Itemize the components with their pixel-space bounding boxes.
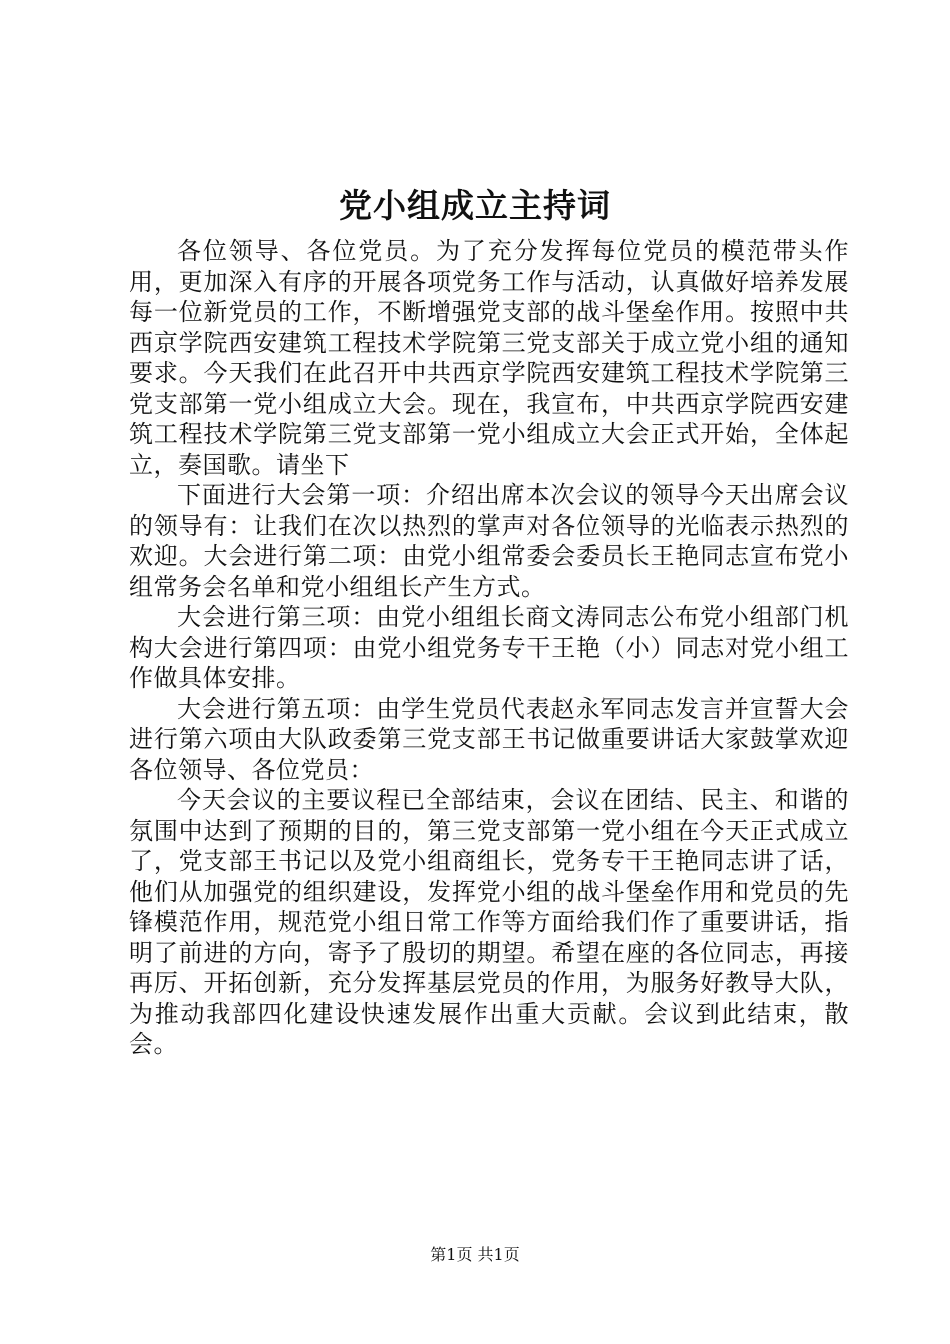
document-body — [129, 236, 849, 1060]
paragraph-item-one-two: 下面进行大会第一项：介绍出席本次会议的领导今天出席会议的领导有：让我们在次以热烈的掌声对各位领导的光临表示热烈的欢迎。大会进行第二项：由党小组常委会委员长王艳同志宣布党小组常务会名单和党小组组长产生方式。 — [129, 481, 849, 601]
document-title: 党小组成立主持词 — [339, 186, 611, 225]
paragraph-closing: 今天会议的主要议程已全部结束，会议在团结、民主、和谐的氛围中达到了预期的目的，第三党支部第一党小组在今天正式成立了，党支部王书记以及党小组商组长，党务专干王艳同志讲了话，他们从加强党的组织建设，发挥党小组的战斗堡垒作用和党员的先锋模范作用，规范党小组日常工作等方面给我们作了重要讲话，指明了前进的方向，寄予了殷切的期望。希望在座的各位同志，再接再厉、开拓创新，充分发挥基层党员的作用，为服务好教导大队，为推动我部四化建设快速发展作出重大贡献。会议到此结束，散会。 — [129, 786, 849, 1058]
paragraph-opening: 各位领导、各位党员。为了充分发挥每位党员的模范带头作用，更加深入有序的开展各项党务工作与活动，认真做好培养发展每一位新党员的工作，不断增强党支部的战斗堡垒作用。按照中共西京学院西安建筑工程技术学院第三党支部关于成立党小组的通知要求。今天我们在此召开中共西京学院西安建筑工程技术学院第三党支部第一党小组成立大会。现在，我宣布，中共西京学院西安建筑工程技术学院第三党支部第一党小组成立大会正式开始，全体起立，奏国歌。请坐下 — [129, 237, 849, 479]
page-number-footer: 第1页 共1页 — [430, 1245, 520, 1264]
paragraph-item-five-six: 大会进行第五项：由学生党员代表赵永军同志发言并宣誓大会进行第六项由大队政委第三党支部王书记做重要讲话大家鼓掌欢迎各位领导、各位党员： — [129, 694, 849, 784]
paragraph-item-three-four: 大会进行第三项：由党小组组长商文涛同志公布党小组部门机构大会进行第四项：由党小组党务专干王艳（小）同志对党小组工作做具体安排。 — [129, 603, 849, 692]
